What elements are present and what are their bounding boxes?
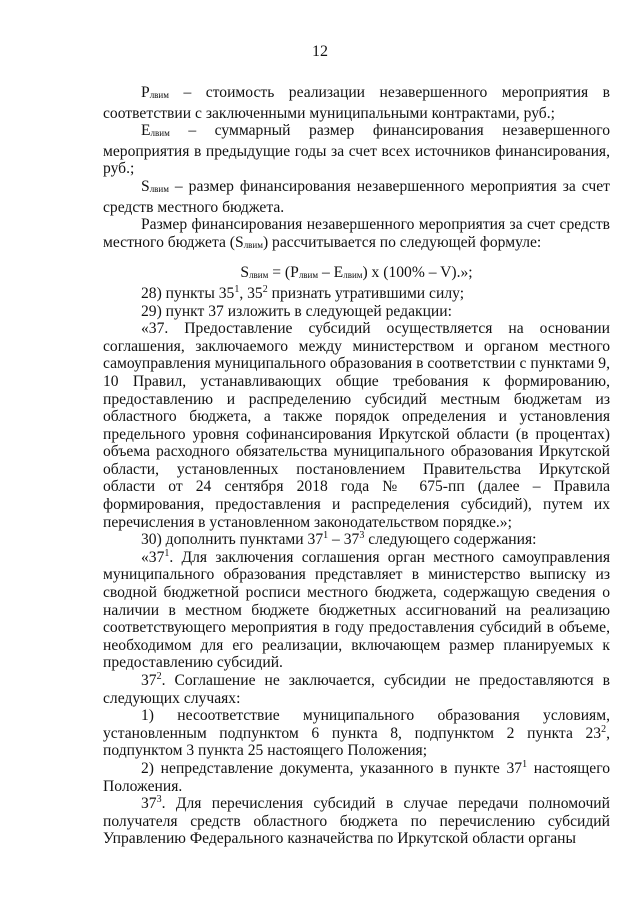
paragraph-s-definition <box>103 178 610 216</box>
symbol-subscript: лвим <box>298 270 319 281</box>
symbol-e: E <box>333 264 344 282</box>
superscript: 1 <box>323 530 329 542</box>
superscript: 2 <box>601 723 607 735</box>
paragraph-text: , подпунктом 3 пункта 25 настоящего Положения; <box>103 724 610 760</box>
paragraph-text: – стоимость реализации незавершенного мероприятия в соответствии с заключенными муниципальными контрактами, руб.; <box>103 84 610 122</box>
paragraph-text: – размер финансирования незавершенного мероприятия за счет средств местного бюджета. <box>103 177 610 216</box>
symbol-subscript: лвим <box>243 239 263 250</box>
formula-minus: – <box>318 264 334 282</box>
paragraph-text: . Для заключения соглашения орган местного самоуправления муниципального образования представляет в министерство выписку из сводной бюджетной росписи местного бюджета, содержащую сведения о наличии в местном бюджете бюджетных ассигнований на реализацию соответствующего мероприятия в году предоставления субсидий в объеме, необходимом для его реализации, включающем размер планируемых к предоставлению субсидий. <box>103 548 610 672</box>
symbol-subscript: лвим <box>149 90 169 100</box>
paragraph-text: . Для перечисления субсидий в случае передачи полномочий получателя средств областного бюджета по перечислению субсидий Управлению Федерального казначейства по Иркутской области органы <box>103 795 610 848</box>
superscript: 1 <box>234 283 240 295</box>
symbol-p: P <box>290 264 299 282</box>
paragraph-p-definition <box>103 84 610 122</box>
paragraph-point-37: «37. Предоставление субсидий осуществляется на основании соглашения, заключаемого между министерством и органом местного самоуправления муниципального образования в соответствии с пунктами 9, 10 Правил, устанавливающих общие требования к формированию, предоставлению и распределению субсидий местным бюджетам из областного бюджета, а также порядок определения и установления предельного уровня софинансирования Иркутской области (в процентах) объема расходного обязательства муниципального образования Иркутской области, установленных постановлением Правительства Иркутской области от 24 сентября 2018 года № 675-пп (далее – Правила формирования, предоставления и распределения субсидий), путем их перечисления в установленном законодательством порядке.»; <box>103 320 610 531</box>
page-number: 12 <box>312 43 328 60</box>
symbol-subscript: лвим <box>149 183 169 194</box>
paragraph-text: 1) несоответствие муниципального образования условиям, установленным подпунктом 6 пункта 8, подпунктом 2 пункта 23 <box>103 707 610 742</box>
paragraph-text: 30) дополнить пунктами 37 <box>141 531 324 549</box>
superscript: 2 <box>262 283 268 295</box>
paragraph-formula-intro <box>103 216 610 254</box>
symbol-subscript: лвим <box>249 270 269 281</box>
paragraph-point-37-2-sub-1 <box>103 707 610 760</box>
paragraph-text: 37 <box>141 795 157 813</box>
paragraph-text: . Соглашение не заключается, субсидии не предоставляются в следующих случаях: <box>103 672 610 707</box>
paragraph-point-37-2 <box>103 672 610 707</box>
paragraph-text: – 37 <box>328 531 360 549</box>
paragraph-text: 28) пункты 35 <box>141 284 235 302</box>
symbol-subscript: лвим <box>150 128 170 139</box>
paragraph-text: настоящего Положения. <box>103 759 610 795</box>
paragraph-item-29: 29) пункт 37 изложить в следующей редакции: <box>141 302 452 320</box>
paragraph-text: Размер финансирования незавершенного мероприятия за счет средств местного бюджета ( <box>103 216 610 251</box>
paragraph-e-definition <box>103 122 610 178</box>
paragraph-point-37-2-sub-2 <box>103 760 610 795</box>
paragraph-text: признать утратившими силу; <box>267 284 465 302</box>
symbol-e: E <box>141 122 151 140</box>
formula-tail: ) x (100% – V).»; <box>362 264 473 282</box>
paragraph-text: 37 <box>141 672 157 689</box>
paragraph-item-28 <box>103 285 610 303</box>
superscript: 3 <box>156 794 162 806</box>
paragraph-point-37-1 <box>103 549 610 672</box>
superscript: 3 <box>359 530 365 542</box>
paragraph-text: ) рассчитывается по следующей формуле: <box>262 233 542 251</box>
symbol-s: S <box>141 177 150 195</box>
symbol-p: P <box>141 84 150 101</box>
symbol-s: S <box>240 264 250 282</box>
paragraph-item-30 <box>103 531 610 549</box>
paragraph-point-37-3 <box>103 795 610 848</box>
superscript: 1 <box>522 758 528 770</box>
formula-eq: = ( <box>268 264 291 282</box>
symbol-subscript: лвим <box>343 270 363 281</box>
formula <box>103 264 610 285</box>
document-body <box>103 84 610 848</box>
paragraph-text: «37 <box>141 548 165 566</box>
symbol-s: S <box>235 233 244 251</box>
superscript: 2 <box>156 671 162 682</box>
superscript: 1 <box>164 547 170 559</box>
paragraph-text: следующего содержания: <box>364 531 537 549</box>
paragraph-text: , 35 <box>239 284 263 302</box>
paragraph-text: – суммарный размер финансирования незавершенного мероприятия в предыдущие годы за счет всех источников финансирования, руб.; <box>103 122 610 178</box>
paragraph-text: 2) непредставление документа, указанного в пункте 37 <box>141 759 523 777</box>
